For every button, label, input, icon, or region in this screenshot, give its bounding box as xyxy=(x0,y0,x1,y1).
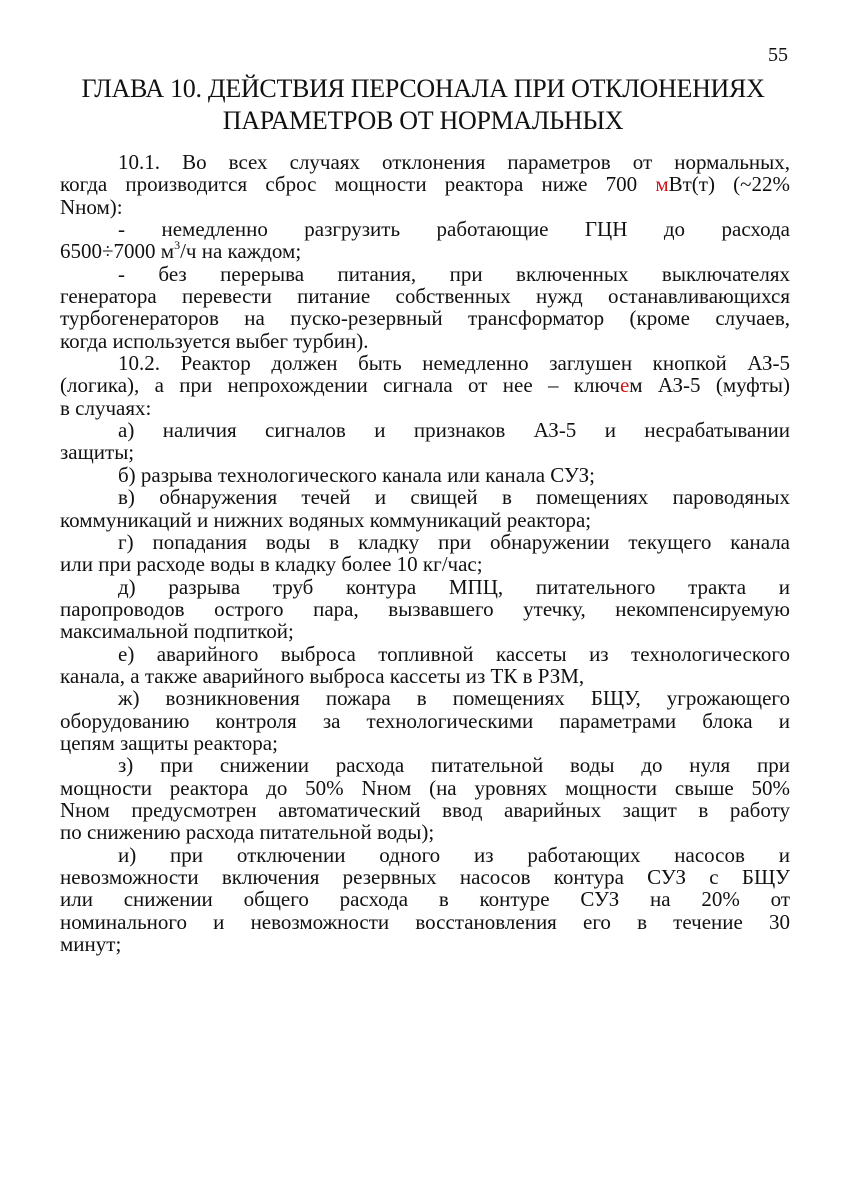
text-line xyxy=(60,710,790,732)
text-line xyxy=(60,553,790,575)
text-line xyxy=(60,330,790,352)
chapter-heading xyxy=(40,73,806,137)
text-segment: по снижению расхода питательной воды); xyxy=(60,820,435,845)
text-line xyxy=(60,240,790,262)
text-segment: когда используется выбег турбин). xyxy=(60,328,369,353)
text-line xyxy=(60,598,790,620)
text-segment: 10.1. Во всех случаях отклонения параметров от нормальных, xyxy=(118,150,790,174)
paragraph-item-z xyxy=(60,754,790,843)
text-line xyxy=(60,911,790,933)
text-segment: максимальной подпиткой; xyxy=(60,619,294,644)
text-segment: паропроводов острого пара, вызвавшего утечку, некомпенсируемую xyxy=(60,596,790,621)
text-line xyxy=(60,464,790,486)
text-segment: /ч на каждом; xyxy=(180,239,302,264)
text-segment: цепям защиты реактора; xyxy=(60,730,278,755)
text-line xyxy=(60,888,790,910)
text-segment: невозможности включения резервных насосов контура СУЗ с БЩУ xyxy=(60,865,790,889)
text-line xyxy=(60,374,790,396)
text-segment: в случаях: xyxy=(60,395,152,420)
paragraph-10-1 xyxy=(60,151,790,218)
paragraph-item-e xyxy=(60,643,790,688)
text-line xyxy=(60,576,790,598)
text-line xyxy=(60,754,790,776)
text-segment: д) разрыва труб контура МПЦ, питательного тракта и xyxy=(118,574,790,599)
text-segment: 10.2. Реактор должен быть немедленно заглушен кнопкой АЗ-5 xyxy=(118,351,790,376)
text-segment: генератора перевести питание собственных нужд останавливающихся xyxy=(60,284,790,309)
text-segment: - без перерыва питания, при включенных выключателях xyxy=(118,261,790,286)
paragraph-item-v xyxy=(60,486,790,531)
text-line xyxy=(60,866,790,888)
text-line xyxy=(60,509,790,531)
text-segment: канала, а также аварийного выброса кассеты из ТК в РЗМ, xyxy=(60,663,585,688)
paragraph-item-i xyxy=(60,844,790,956)
paragraph-bullet-2 xyxy=(60,263,790,352)
text-line xyxy=(60,732,790,754)
paragraph-item-g xyxy=(60,531,790,576)
text-line xyxy=(60,643,790,665)
text-segment: или снижении общего расхода в контуре СУЗ на 20% от xyxy=(60,887,790,912)
text-line xyxy=(60,933,790,955)
text-line xyxy=(60,687,790,709)
text-segment: а) наличия сигналов и признаков АЗ-5 и несрабатывании xyxy=(118,418,790,443)
paragraph-bullet-1 xyxy=(60,218,790,263)
text-segment: ж) возникновения пожара в помещениях БЩУ, угрожающего xyxy=(118,686,790,711)
text-segment: Nном предусмотрен автоматический ввод аварийных защит в работу xyxy=(60,797,790,822)
text-line xyxy=(60,397,790,419)
superscript: 3 xyxy=(174,238,181,253)
highlighted-letter: е xyxy=(619,373,630,398)
text-segment: г) попадания воды в кладку при обнаружении текущего канала xyxy=(118,529,790,554)
text-segment: защиты; xyxy=(60,440,135,465)
text-segment: и) при отключении одного из работающих насосов и xyxy=(118,842,790,867)
text-line xyxy=(60,799,790,821)
paragraph-10-2 xyxy=(60,352,790,419)
text-line xyxy=(60,777,790,799)
paragraph-item-zh xyxy=(60,687,790,754)
text-line xyxy=(60,441,790,463)
paragraph-item-b xyxy=(60,464,790,486)
text-line xyxy=(60,173,790,195)
text-line xyxy=(60,352,790,374)
paragraph-item-d xyxy=(60,576,790,643)
text-segment: или при расходе воды в кладку более 10 кг/час; xyxy=(60,552,483,577)
text-line xyxy=(60,263,790,285)
text-segment: з) при снижении расхода питательной воды до нуля при xyxy=(118,753,790,778)
heading-line: ПАРАМЕТРОВ ОТ НОРМАЛЬНЫХ xyxy=(222,106,624,135)
text-segment: (логика), а при непрохождении сигнала от нее – ключ xyxy=(60,373,620,398)
heading-line: ГЛАВА 10. ДЕЙСТВИЯ ПЕРСОНАЛА ПРИ ОТКЛОНЕНИЯХ xyxy=(81,74,765,103)
page-number: 55 xyxy=(768,44,788,66)
text-segment: Вт(т) (~22% xyxy=(668,172,790,197)
text-segment: оборудованию контроля за технологическими параметрами блока и xyxy=(60,708,790,733)
text-segment: 6500÷7000 м xyxy=(60,239,175,264)
text-line xyxy=(60,307,790,329)
text-segment: б) разрыва технологического канала или канала СУЗ; xyxy=(118,462,595,487)
text-segment: турбогенераторов на пуско-резервный трансформатор (кроме случаев, xyxy=(60,306,790,331)
text-line xyxy=(60,218,790,240)
document-body xyxy=(60,151,790,955)
paragraph-item-a xyxy=(60,419,790,464)
text-line xyxy=(60,486,790,508)
text-line xyxy=(60,151,790,173)
text-line xyxy=(60,821,790,843)
text-segment: - немедленно разгрузить работающие ГЦН до расхода xyxy=(118,217,790,242)
highlighted-letter: м xyxy=(655,172,669,197)
text-segment: номинального и невозможности восстановления его в течение 30 xyxy=(60,909,790,934)
text-line xyxy=(60,844,790,866)
text-segment: коммуникаций и нижних водяных коммуникаций реактора; xyxy=(60,507,592,532)
text-segment: мощности реактора до 50% Nном (на уровнях мощности свыше 50% xyxy=(60,775,790,800)
text-line xyxy=(60,419,790,441)
text-line xyxy=(60,196,790,218)
text-segment: м АЗ-5 (муфты) xyxy=(629,373,790,398)
text-segment: е) аварийного выброса топливной кассеты из технологического xyxy=(118,641,790,666)
text-segment: минут; xyxy=(60,932,122,957)
text-line xyxy=(60,665,790,687)
text-segment: когда производится сброс мощности реактора ниже 700 xyxy=(60,172,656,197)
text-line xyxy=(60,285,790,307)
text-segment: Nном): xyxy=(60,194,123,219)
text-line xyxy=(60,620,790,642)
text-segment: в) обнаружения течей и свищей в помещениях пароводяных xyxy=(118,485,790,510)
text-line xyxy=(60,531,790,553)
